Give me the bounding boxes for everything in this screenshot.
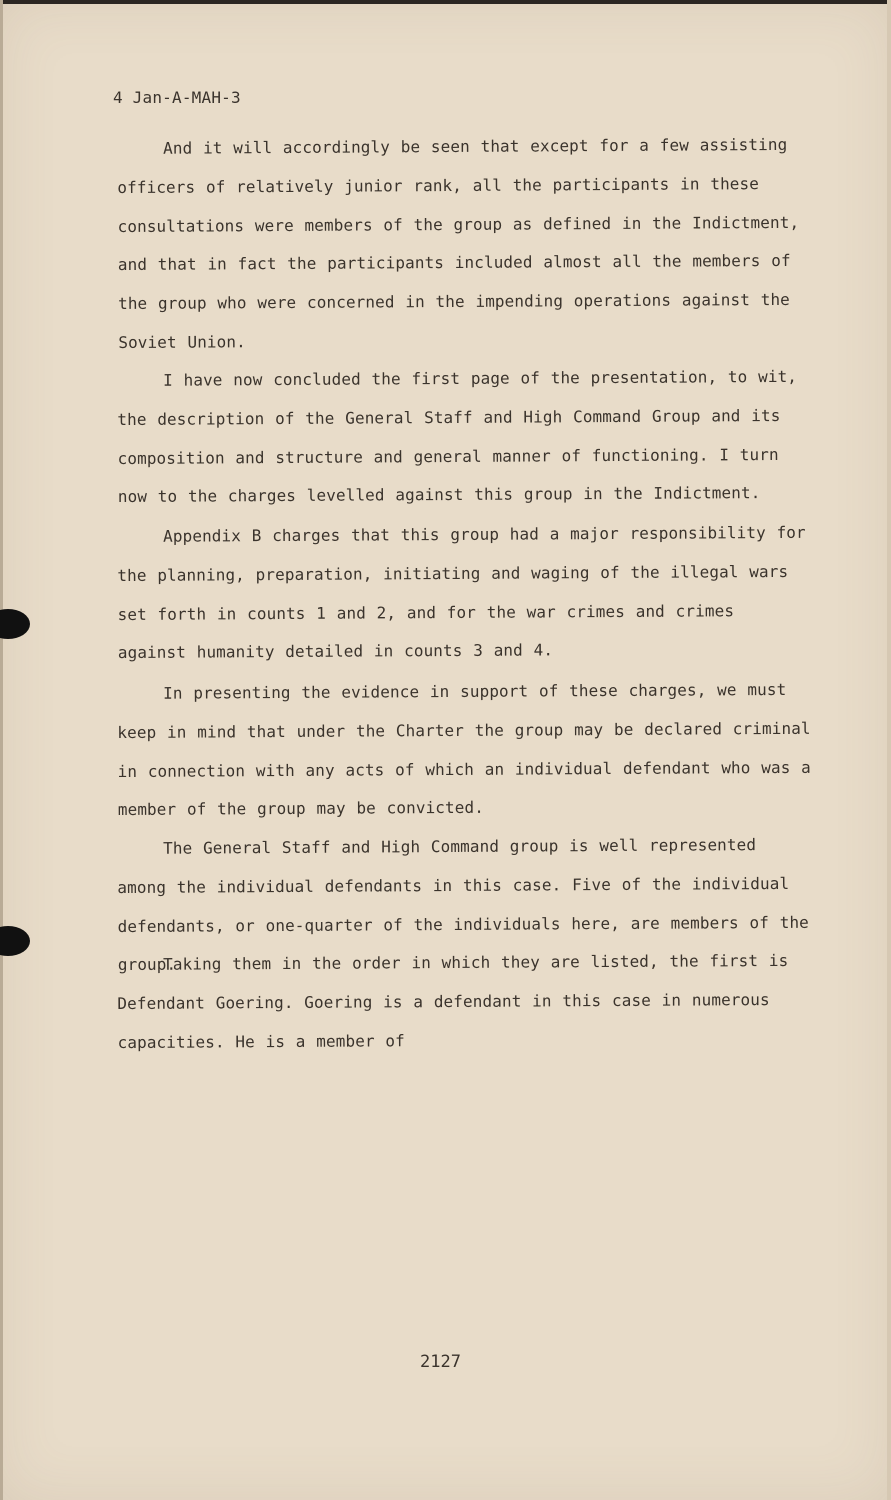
paragraph-6 [117, 942, 812, 1063]
paragraph-2 [117, 358, 812, 517]
left-paper-edge [0, 0, 3, 1500]
paragraph-text: Appendix B charges that this group had a major responsibility for the planning, preparation, initiating and waging of the illegal wars set forth in counts 1 and 2, and for the war crimes and crimes against humanity detailed in counts 3 and 4. [117, 522, 806, 663]
paragraph-3 [117, 514, 812, 673]
page-number: 2127 [420, 1352, 461, 1372]
binder-hole-lower [0, 926, 30, 956]
paragraph-text: I have now concluded the first page of the presentation, to wit, the description of the General Staff and High Command Group and its composition and structure and general manner of functioning. I turn now to the charges levelled against this group in the Indictment. [117, 366, 798, 507]
binder-hole-upper [0, 609, 30, 639]
paragraph-text: Taking them in the order in which they are listed, the first is Defendant Goering. Goering is a defendant in this case in numerous capacities. He is a member of [117, 950, 789, 1052]
paragraph-text: And it will accordingly be seen that except for a few assisting officers of relatively junior rank, all the participants in these consultations were members of the group as defined in the Indictment, and that in fact the participants included almost all the members of the group who were concerned in the impending operations against the Soviet Union. [117, 134, 800, 352]
paragraph-text: In presenting the evidence in support of these charges, we must keep in mind that under the Charter the group may be declared criminal in connection with any acts of which an individual defendant who was a member of the group may be convicted. [117, 679, 811, 820]
paragraph-text: The General Staff and High Command group is well represented among the individual defendants in this case. Five of the individual defendants, or one-quarter of the individuals here, are members of the group. [117, 835, 809, 975]
paragraph-4 [117, 671, 812, 830]
top-paper-edge [0, 0, 891, 4]
paragraph-1 [117, 126, 812, 363]
right-paper-edge [887, 0, 891, 1500]
document-header-code: 4 Jan-A-MAH-3 [113, 88, 241, 107]
